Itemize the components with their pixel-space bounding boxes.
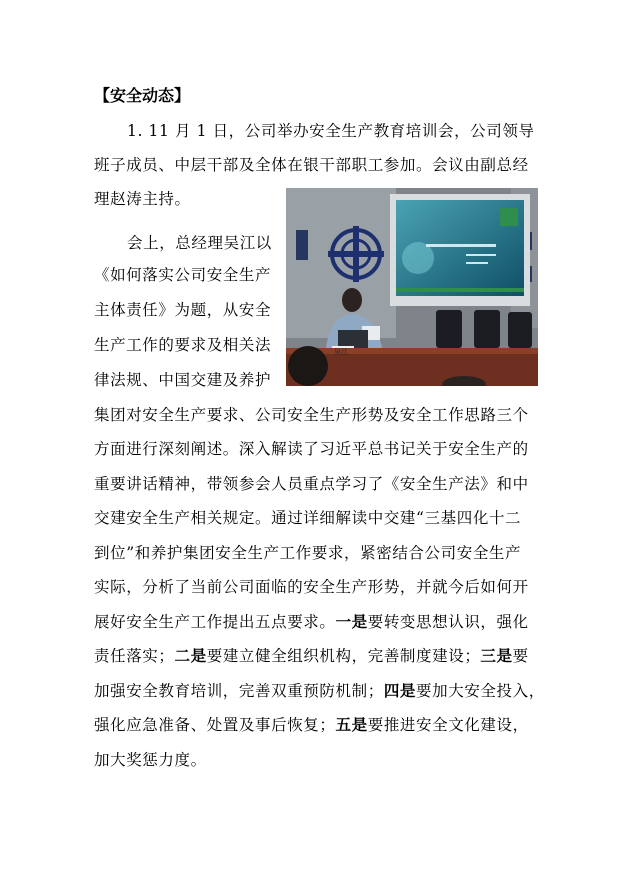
meeting-photo: [286, 188, 538, 386]
text-span: 要: [512, 647, 529, 665]
requirement-lead: 五是: [335, 715, 368, 734]
text-span: 要加大安全投入，: [416, 682, 545, 700]
text-span: 展好安全生产工作提出五点要求。: [94, 613, 336, 631]
paragraph-line: 方面进行深刻阐述。深入解读了习近平总书记关于安全生产的: [94, 440, 529, 458]
text-span: 责任落实；: [94, 647, 175, 665]
text-span: 强化应急准备、处置及事后恢复；: [94, 716, 336, 734]
paragraph-line: 重要讲话精神，带领参会人员重点学习了《安全生产法》和中: [94, 475, 529, 493]
requirement-lead: 三是: [480, 646, 513, 665]
text-span: 加强安全教育培训，完善双重预防机制；: [94, 682, 384, 700]
paragraph-line: 1. 11 月 1 日，公司举办安全生产教育培训会，公司领导: [127, 122, 535, 140]
paragraph-line: [94, 612, 529, 632]
requirement-lead: 一是: [335, 612, 368, 631]
paragraph-line: 会上，总经理吴江以: [127, 234, 272, 252]
paragraph-line: 《如何落实公司安全生产: [94, 266, 272, 284]
nameplate-text: 吴江: [334, 348, 348, 356]
paragraph-line: 到位”和养护集团安全生产工作要求，紧密结合公司安全生产: [94, 544, 522, 562]
text-span: 要推进安全文化建设，: [367, 716, 529, 734]
paragraph-line: [94, 715, 529, 735]
paragraph-line: 实际，分析了当前公司面临的安全生产形势，并就今后如何开: [94, 578, 529, 596]
paragraph-line: 班子成员、中层干部及全体在银干部职工参加。会议由副总经: [94, 156, 529, 174]
paragraph-line: 主体责任》为题，从安全: [94, 301, 272, 319]
paragraph-line: [94, 646, 529, 666]
requirement-lead: 四是: [383, 681, 417, 700]
paragraph-line: [94, 681, 545, 701]
text-span: 要建立健全组织机构，完善制度建设；: [206, 647, 481, 665]
requirement-lead: 二是: [174, 646, 207, 665]
paragraph-line: 加大奖惩力度。: [94, 751, 207, 769]
paragraph-line: 律法规、中国交建及养护: [94, 371, 272, 389]
section-heading: 【安全动态】: [94, 86, 191, 105]
text-span: 要转变思想认识，强化: [367, 613, 529, 631]
paragraph-line: 理赵涛主持。: [94, 190, 191, 208]
paragraph-line: 生产工作的要求及相关法: [94, 336, 272, 354]
paragraph-line: 交建安全生产相关规定。通过详细解读中交建“三基四化十二: [94, 509, 522, 527]
paragraph-line: 集团对安全生产要求、公司安全生产形势及安全工作思路三个: [94, 406, 529, 424]
